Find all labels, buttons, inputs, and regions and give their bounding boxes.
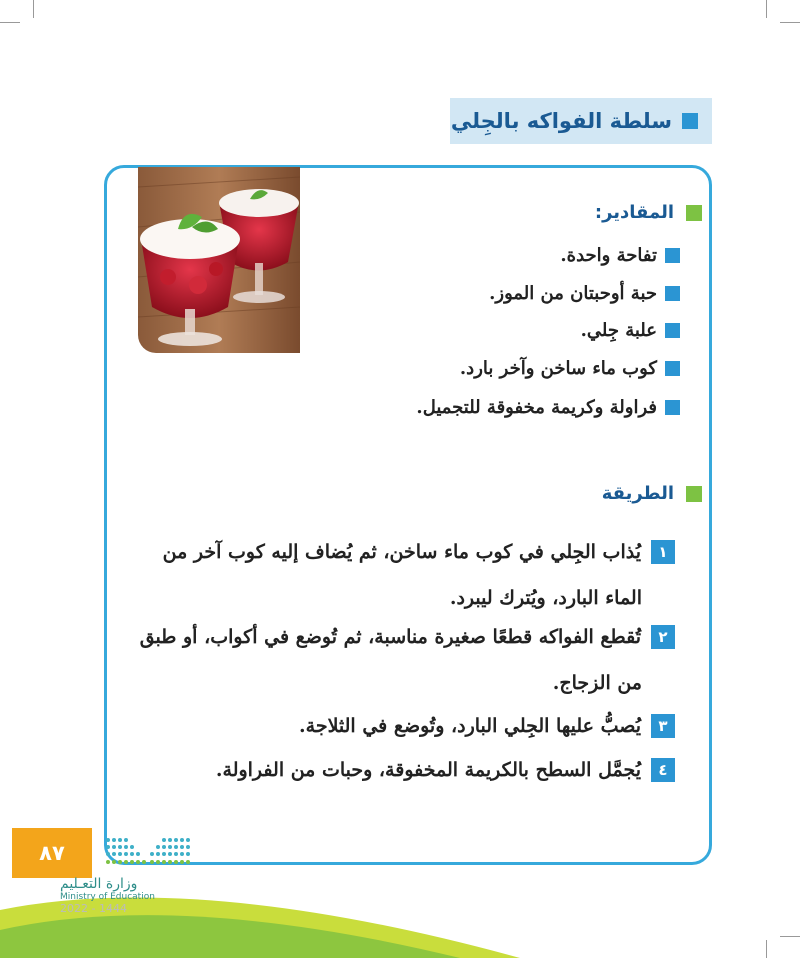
step-number: ٣ <box>651 714 675 738</box>
ingredient-item <box>489 283 680 304</box>
crop-mark <box>766 940 767 958</box>
step-text: يُذاب الجِلي في كوب ماء ساخن، ثم يُضاف إليه كوب آخر من <box>162 541 641 563</box>
ingredient-text: علبة جِلي. <box>580 320 657 341</box>
crop-mark <box>780 22 800 23</box>
step-text-continued: الماء البارد، ويُترك ليبرد. <box>449 587 642 609</box>
step-text-continued: من الزجاج. <box>552 672 642 694</box>
step-text: يُصبُّ عليها الجِلي البارد، وتُوضع في الثلاجة. <box>299 715 641 737</box>
ingredient-item <box>416 397 680 418</box>
jelly-dessert-photo <box>138 167 300 353</box>
square-bullet-icon <box>682 113 698 129</box>
square-bullet-icon <box>665 286 680 301</box>
step-number: ١ <box>651 540 675 564</box>
ingredient-text: تفاحة واحدة. <box>560 245 657 266</box>
crop-mark <box>766 0 767 18</box>
ingredient-text: فراولة وكريمة مخفوقة للتجميل. <box>416 397 657 418</box>
ministry-name-arabic: وزارة التعـليم <box>60 876 138 892</box>
ministry-name-english: Ministry of Education <box>60 892 155 902</box>
ingredient-text: كوب ماء ساخن وآخر بارد. <box>459 358 657 379</box>
ingredient-item <box>460 358 680 379</box>
ministry-logo-icon <box>104 836 196 870</box>
step-number: ٤ <box>651 758 675 782</box>
step-text: يُجمَّل السطح بالكريمة المخفوقة، وحبات من الفراولة. <box>215 759 641 781</box>
crop-mark <box>33 0 34 18</box>
lesson-title: سلطة الفواكه بالجِلي <box>450 109 672 133</box>
crop-mark <box>780 936 800 937</box>
method-step <box>299 714 675 738</box>
ingredient-item <box>560 245 680 266</box>
step-number: ٢ <box>651 625 675 649</box>
ingredient-text: حبة أوحبتان من الموز. <box>489 283 657 304</box>
page-number: ٨٧ <box>12 828 92 878</box>
ingredient-item <box>581 320 680 341</box>
method-heading-text: الطريقة <box>601 483 674 504</box>
crop-mark <box>0 22 20 23</box>
method-step <box>163 540 675 564</box>
method-heading <box>602 483 702 504</box>
square-bullet-icon <box>665 248 680 263</box>
square-bullet-icon <box>665 400 680 415</box>
ingredients-heading-text: المقادير: <box>594 202 674 223</box>
ministry-label <box>60 876 160 915</box>
ingredients-heading <box>595 202 702 223</box>
green-square-icon <box>686 205 702 221</box>
step-text: تُقطع الفواكه قطعًا صغيرة مناسبة، ثم تُوضع في أكواب، أو طبق <box>139 626 641 648</box>
method-step <box>140 625 675 649</box>
academic-year: 2022 - 1444 <box>60 902 127 915</box>
square-bullet-icon <box>665 323 680 338</box>
method-step <box>216 758 675 782</box>
green-square-icon <box>686 486 702 502</box>
square-bullet-icon <box>665 361 680 376</box>
lesson-title-bar <box>450 98 712 144</box>
